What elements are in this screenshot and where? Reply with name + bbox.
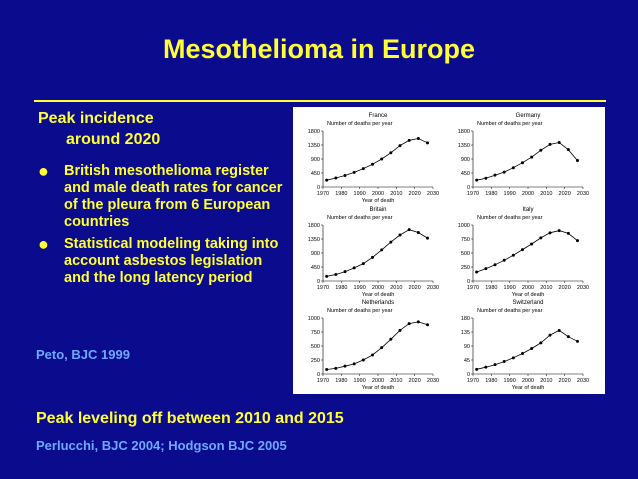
x-tick-label: 1970 [466,378,480,384]
data-point [521,248,524,251]
y-tick-label: 500 [310,344,320,350]
series-line [477,330,578,369]
y-tick-label: 135 [460,330,470,336]
x-tick-label: 2020 [558,285,571,291]
bullet-item [36,163,286,231]
x-tick-label: 2020 [558,378,571,384]
series-line [327,139,428,181]
slide-title: Mesothelioma in Europe [162,34,476,64]
chart-xlabel: Year of death [511,385,545,391]
data-point [380,158,383,161]
data-point [353,171,356,174]
x-tick-label: 1970 [466,285,480,291]
x-tick-label: 1990 [353,191,366,197]
citation-perlucchi-hodgson: Perlucchi, BJC 2004; Hodgson BJC 2005 [36,438,287,453]
y-tick-label: 1000 [457,223,470,229]
data-point [371,256,374,259]
data-point [484,366,487,369]
data-point [408,139,411,142]
data-point [567,232,570,235]
data-point [389,241,392,244]
x-tick-label: 2010 [390,191,403,197]
x-tick-label: 1980 [335,191,348,197]
x-tick-label: 1980 [485,378,498,384]
x-tick-label: 2020 [408,285,421,291]
data-point [325,179,328,182]
chart-ylabel: Number of deaths per year [477,215,543,221]
data-point [576,159,579,162]
x-tick-label: 1980 [335,378,348,384]
y-tick-label: 900 [460,157,470,163]
x-tick-label: 2030 [576,191,590,197]
chart-ylabel: Number of deaths per year [327,308,393,314]
y-tick-label: 450 [460,171,470,177]
data-point [521,352,524,355]
data-point [494,363,497,366]
x-tick-label: 2030 [426,378,440,384]
x-tick-label: 2010 [390,285,403,291]
x-tick-label: 2010 [390,378,403,384]
y-tick-label: 45 [463,358,470,364]
chart-ylabel: Number of deaths per year [477,308,543,314]
data-point [399,144,402,147]
x-tick-label: 2030 [576,378,590,384]
data-point [503,171,506,174]
citation-peto: Peto, BJC 1999 [36,347,130,362]
y-tick-label: 1350 [457,143,470,149]
y-tick-label: 1350 [307,237,320,243]
bullet-list [36,163,286,292]
y-tick-label: 0 [466,279,470,285]
chart-netherlands [308,300,439,391]
y-tick-label: 900 [310,157,320,163]
y-tick-label: 0 [466,185,470,191]
y-tick-label: 0 [316,279,320,285]
x-tick-label: 2020 [558,191,571,197]
bullet-dot-icon: ● [38,161,49,181]
y-tick-label: 750 [310,330,320,336]
x-tick-label: 1970 [316,285,330,291]
chart-xlabel: Year of death [361,385,395,391]
bullet-dot-icon: ● [38,234,49,254]
x-tick-label: 2020 [408,191,421,197]
x-tick-label: 2020 [408,378,421,384]
y-tick-label: 0 [466,372,470,378]
peak-incidence-heading [38,108,160,150]
x-tick-label: 1970 [316,378,330,384]
chart-italy [458,207,589,298]
data-point [334,273,337,276]
data-point [530,243,533,246]
x-tick-label: 2010 [540,191,553,197]
x-tick-label: 2010 [540,285,553,291]
data-point [399,329,402,332]
data-point [576,239,579,242]
data-point [371,353,374,356]
peak-incidence-line1: Peak incidence [38,110,154,127]
data-point [344,270,347,273]
chart-ylabel: Number of deaths per year [327,215,393,221]
x-tick-label: 2030 [426,285,440,291]
x-tick-label: 1980 [485,285,498,291]
data-point [399,233,402,236]
y-tick-label: 750 [460,237,470,243]
data-point [408,228,411,231]
chart-ylabel: Number of deaths per year [327,121,393,127]
bullet-text: Statistical modeling taking into account asbestos legislation and the long latency period [64,236,279,286]
data-point [484,267,487,270]
data-point [539,341,542,344]
data-point [539,236,542,239]
x-tick-label: 2000 [371,285,385,291]
data-point [353,362,356,365]
chart-ylabel: Number of deaths per year [477,121,543,127]
y-tick-label: 1000 [307,316,320,322]
data-point [503,360,506,363]
x-tick-label: 2000 [521,285,535,291]
y-tick-label: 0 [316,185,320,191]
y-tick-label: 500 [460,251,470,257]
y-tick-label: 1800 [457,129,470,135]
chart-france [308,113,439,204]
chart-title: Netherlands [361,300,395,306]
charts-grid [293,107,605,394]
data-point [558,229,561,232]
data-point [558,141,561,144]
x-tick-label: 1990 [353,285,366,291]
data-point [325,275,328,278]
data-point [426,141,429,144]
x-tick-label: 2010 [540,378,553,384]
y-tick-label: 250 [310,358,320,364]
data-point [494,174,497,177]
x-tick-label: 2030 [426,191,440,197]
data-point [389,338,392,341]
peak-leveling-heading: Peak leveling off between 2010 and 2015 [36,410,344,427]
chart-title: Switzerland [512,300,544,306]
data-point [344,365,347,368]
data-point [549,231,552,234]
data-point [371,163,374,166]
y-tick-label: 450 [310,171,320,177]
data-point [539,149,542,152]
bullet-item [36,236,286,287]
chart-title: Italy [522,207,534,213]
data-point [576,340,579,343]
data-point [521,161,524,164]
data-point [512,356,515,359]
chart-britain [308,207,439,298]
data-point [362,262,365,265]
chart-xlabel: Year of death [511,292,545,298]
charts-panel [293,107,605,394]
data-point [325,368,328,371]
data-point [362,167,365,170]
data-point [558,329,561,332]
y-tick-label: 900 [310,251,320,257]
data-point [426,323,429,326]
y-tick-label: 250 [460,265,470,271]
x-tick-label: 2000 [521,378,535,384]
series-line [327,322,428,370]
x-tick-label: 1970 [466,191,480,197]
series-line [477,231,578,272]
chart-title: France [368,113,388,119]
data-point [567,335,570,338]
data-point [380,248,383,251]
peak-incidence-line2: around 2020 [66,131,161,148]
series-line [327,230,428,277]
data-point [334,367,337,370]
data-point [475,179,478,182]
x-tick-label: 2000 [371,378,385,384]
data-point [380,346,383,349]
x-tick-label: 2030 [576,285,590,291]
data-point [503,259,506,262]
chart-title: Germany [515,113,541,119]
chart-title: Britain [369,207,387,213]
x-tick-label: 1990 [353,378,366,384]
data-point [549,334,552,337]
chart-xlabel: Year of death [361,292,395,298]
x-tick-label: 1990 [503,191,516,197]
data-point [426,237,429,240]
bullet-text: British mesothelioma register and male death rates for cancer of the pleura from 6 European countries [64,163,283,230]
data-point [530,347,533,350]
data-point [362,359,365,362]
title-divider [34,100,606,102]
data-point [389,151,392,154]
data-point [530,156,533,159]
x-tick-label: 1990 [503,378,516,384]
data-point [417,320,420,323]
y-tick-label: 1800 [307,223,320,229]
data-point [475,271,478,274]
data-point [567,148,570,151]
series-line [477,143,578,181]
y-tick-label: 180 [460,316,470,322]
y-tick-label: 450 [310,265,320,271]
data-point [334,176,337,179]
chart-germany [458,113,589,197]
x-tick-label: 1970 [316,191,330,197]
x-tick-label: 2000 [371,191,385,197]
data-point [512,254,515,257]
x-tick-label: 2000 [521,191,535,197]
y-tick-label: 0 [316,372,320,378]
data-point [408,322,411,325]
data-point [353,266,356,269]
x-tick-label: 1990 [503,285,516,291]
data-point [417,137,420,140]
x-tick-label: 1980 [335,285,348,291]
y-tick-label: 1800 [307,129,320,135]
data-point [512,166,515,169]
chart-xlabel: Year of death [361,198,395,204]
data-point [475,368,478,371]
x-tick-label: 1980 [485,191,498,197]
data-point [484,177,487,180]
data-point [549,143,552,146]
y-tick-label: 90 [463,344,470,350]
y-tick-label: 1350 [307,143,320,149]
data-point [417,231,420,234]
data-point [344,174,347,177]
data-point [494,263,497,266]
chart-switzerland [461,300,589,391]
